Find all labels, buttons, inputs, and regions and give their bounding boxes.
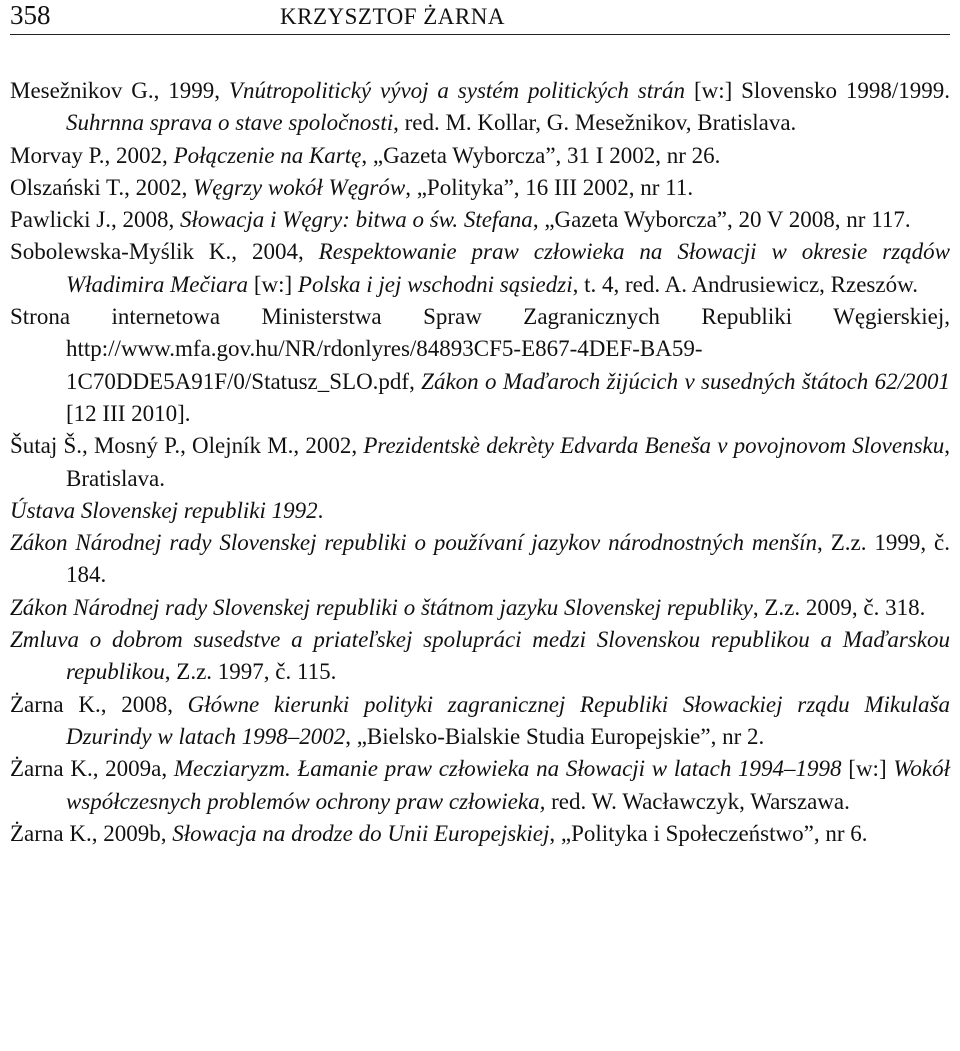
bibliography-entry [10, 430, 950, 495]
bibliography-entry [10, 495, 950, 527]
entry-text: Żarna K., 2009a, [10, 756, 174, 782]
entry-text: Mesežnikov G., 1999, [10, 78, 229, 103]
bibliography-entry [10, 527, 950, 592]
entry-title: Wokół współczesnych problemów ochrony praw człowieka, [66, 756, 950, 814]
entry-text: , „Bielsko-Bialskie Studia Europejskie”, nr 2. [345, 723, 765, 749]
entry-text: , Bratislava. [66, 433, 950, 491]
entry-title: Polska i jej wschodni sąsiedzi [297, 271, 573, 297]
entry-title: Węgrzy wokół Węgrów [193, 174, 406, 200]
entry-text: [w:] Slovensko 1998/1999. [685, 78, 950, 103]
page-number: 358 [10, 0, 51, 30]
entry-text: Olszański T., 2002, [10, 174, 194, 200]
page-header [10, 0, 950, 35]
bibliography-entry [10, 624, 950, 689]
entry-text: red. W. Wacławczyk, Warszawa. [545, 788, 850, 814]
entry-title: Zmluva o dobrom susedstve a priateľskej spolupráci medzi Slovenskou republikou a Maďarskou republikou [10, 627, 950, 685]
running-head: KRZYSZTOF ŻARNA [280, 4, 505, 29]
entry-text: [w:] [248, 271, 298, 297]
bibliography-entry [10, 172, 950, 204]
entry-text: Sobolewska-Myślik K., 2004, [10, 239, 319, 265]
entry-text: [w:] [841, 756, 894, 782]
bibliography-entry [10, 592, 950, 624]
bibliography-entry [10, 236, 950, 301]
entry-text: , Z.z. 2009, č. 318. [752, 594, 926, 620]
entry-text: , Z.z. 1997, č. 115. [164, 659, 337, 685]
entry-text: , red. M. Kollar, G. Mesežnikov, Bratislava. [393, 110, 797, 136]
bibliography-entry [10, 204, 950, 236]
bibliography-entry [10, 689, 950, 754]
entry-title: Zákon Národnej rady Slovenskej republiki o štátnom jazyku Slovenskej republiky [10, 594, 753, 620]
bibliography-list [10, 75, 950, 850]
entry-title: Respektowanie praw człowieka na Słowacji w okresie rządów Władimira Mečiara [66, 239, 950, 297]
bibliography-entry [10, 753, 950, 818]
entry-title: Główne kierunki polityki zagranicznej Republiki Słowackiej rządu Mikulaša Dzurindy w latach 1998–2002 [66, 691, 950, 749]
entry-text: , „Gazeta Wyborcza”, 20 V 2008, nr 117. [532, 207, 911, 233]
entry-text: , „Polityka i Społeczeństwo”, nr 6. [549, 820, 868, 846]
entry-text: , „Gazeta Wyborcza”, 31 I 2002, nr 26. [361, 142, 721, 168]
entry-text: . [317, 497, 324, 523]
entry-title: Połączenie na Kartę [173, 142, 362, 168]
entry-title: Mecziaryzm. Łamanie praw człowieka na Słowacji w latach 1994–1998 [173, 756, 842, 782]
entry-title: Vnútropolitický vývoj a systém politických strán [228, 78, 686, 103]
bibliography-entry [10, 301, 950, 430]
entry-title: Ústava Slovenskej republiki 1992 [10, 497, 318, 523]
entry-title: Suhrnna sprava o stave spoločnosti [66, 110, 394, 136]
entry-text: Żarna K., 2009b, [10, 820, 173, 846]
entry-text: Strona internetowa Ministerstwa Spraw Zagranicznych Republiki Węgierskiej, http://www.mfa.gov.hu/NR/rdonlyres/84893CF5-E867-4DEF-BA59-1C70DDE5A91F/0/Statusz_SLO.pdf, [10, 304, 950, 394]
entry-text: Żarna K., 2008, [10, 691, 188, 717]
entry-text: , Z.z. 1999, č. 184. [66, 530, 950, 588]
entry-text: Šutaj Š., Mosný P., Olejník M., 2002, [10, 433, 364, 459]
entry-title: Zákon o Maďaroch žijúcich v susedných štátoch 62/2001 [421, 368, 951, 394]
entry-text: [12 III 2010]. [66, 400, 191, 426]
bibliography-entry [10, 75, 950, 140]
bibliography-entry [10, 140, 950, 172]
entry-text: Morvay P., 2002, [10, 142, 174, 168]
entry-title: Słowacja na drodze do Unii Europejskiej [172, 820, 550, 846]
entry-text: , t. 4, red. A. Andrusiewicz, Rzeszów. [572, 271, 918, 297]
entry-title: Prezidentskè dekrèty Edvarda Beneša v povojnovom Slovensku [363, 433, 945, 459]
entry-title: Słowacja i Węgry: bitwa o św. Stefana [179, 207, 533, 233]
bibliography-entry [10, 818, 950, 850]
entry-text: , „Polityka”, 16 III 2002, nr 11. [405, 174, 694, 200]
entry-title: Zákon Národnej rady Slovenskej republiki o používaní jazykov národnostných menšín [10, 530, 818, 556]
entry-text: Pawlicki J., 2008, [10, 207, 180, 233]
